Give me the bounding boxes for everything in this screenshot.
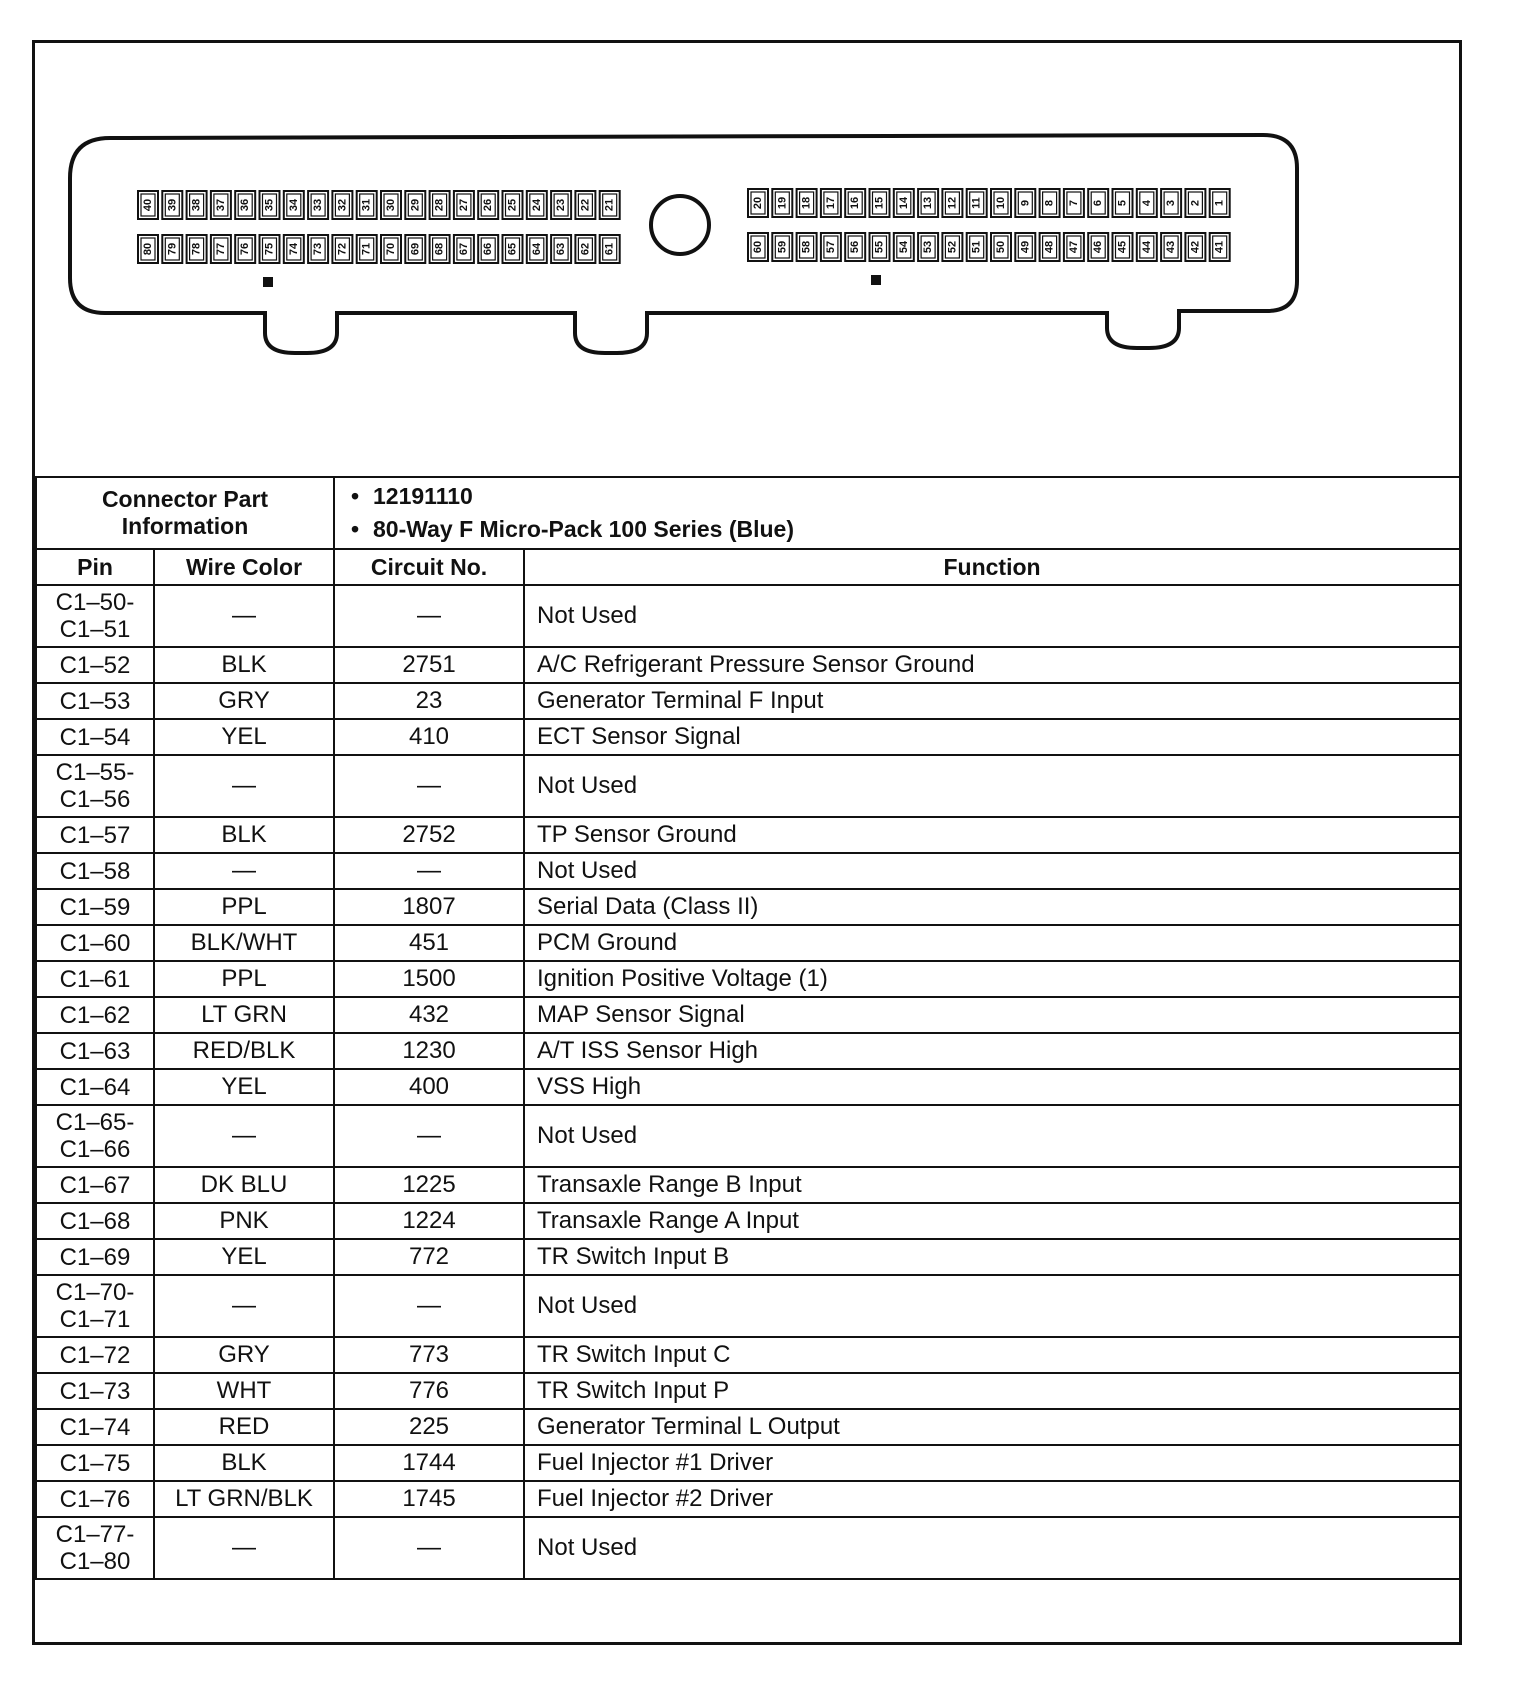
pin-number-label: 52 [946,240,959,254]
pin-number-label: 68 [433,242,446,256]
pin-number-label: 5 [1116,199,1129,207]
circuit-cell: 776 [334,1373,524,1409]
connector-diagram [35,43,1459,475]
table-row [36,889,1460,925]
circuit-cell: 1224 [334,1203,524,1239]
pin-cell: C1–53 [36,683,154,719]
pin-number-label: 23 [555,198,568,212]
function-cell: Not Used [524,755,1460,817]
pin-number-label: 50 [995,240,1007,254]
connector-description: • 80-Way F Micro-Pack 100 Series (Blue) [373,513,1449,546]
wire-color-cell: WHT [154,1373,334,1409]
function-cell: Not Used [524,1105,1460,1167]
header-wire-color: Wire Color [154,549,334,585]
pin-cell: C1–73 [36,1373,154,1409]
circuit-cell: 772 [334,1239,524,1275]
table-row [36,925,1460,961]
function-cell: Not Used [524,585,1460,647]
function-cell: PCM Ground [524,925,1460,961]
table-row [36,1337,1460,1373]
pin-number-label: 39 [166,198,179,212]
function-cell: Transaxle Range B Input [524,1167,1460,1203]
pin-cell: C1–74 [36,1409,154,1445]
wire-color-cell: GRY [154,683,334,719]
circuit-cell: 23 [334,683,524,719]
circuit-cell: 225 [334,1409,524,1445]
table-row [36,585,1460,647]
pin-number-label: 56 [849,240,862,254]
connector-part-number: • 12191110 [373,480,1449,513]
table-row [36,1409,1460,1445]
pin-number-label: 22 [579,198,592,212]
header-function: Function [524,549,1460,585]
pin-number-label: 25 [506,198,519,212]
wire-color-cell: BLK/WHT [154,925,334,961]
table-row [36,1167,1460,1203]
pin-number-label: 37 [214,198,227,212]
pin-number-label: 60 [752,240,764,254]
table-header-row [36,549,1460,585]
wire-color-cell: — [154,1105,334,1167]
circuit-cell: 1807 [334,889,524,925]
pin-cell: C1–69 [36,1239,154,1275]
pin-number-label: 76 [239,242,252,256]
table-row [36,1203,1460,1239]
header-pin: Pin [36,549,154,585]
pin-cell: C1–55- C1–56 [36,755,154,817]
pin-number-label: 75 [263,242,276,256]
pin-number-label: 11 [970,197,983,209]
circuit-cell: 1744 [334,1445,524,1481]
table-row [36,997,1460,1033]
table-row [36,683,1460,719]
pin-number-label: 12 [946,196,959,210]
circuit-cell: — [334,853,524,889]
connector-info-values [334,477,1460,549]
pin-cell: C1–54 [36,719,154,755]
pin-number-label: 14 [897,196,910,210]
wire-color-cell: PPL [154,961,334,997]
circuit-cell: — [334,585,524,647]
pin-number-label: 34 [287,198,300,212]
wire-color-cell: BLK [154,647,334,683]
table-row [36,1105,1460,1167]
circuit-cell: 451 [334,925,524,961]
table-row [36,719,1460,755]
wire-color-cell: DK BLU [154,1167,334,1203]
pin-number-label: 13 [922,196,935,210]
circuit-cell: 1230 [334,1033,524,1069]
pin-number-label: 44 [1140,240,1153,254]
function-cell: Generator Terminal F Input [524,683,1460,719]
pin-number-label: 29 [409,198,422,212]
function-cell: A/C Refrigerant Pressure Sensor Ground [524,647,1460,683]
pin-number-label: 16 [849,196,862,210]
pin-number-label: 80 [142,242,154,256]
wire-color-cell: YEL [154,1069,334,1105]
table-row [36,961,1460,997]
circuit-cell: 1745 [334,1481,524,1517]
table-row [36,1445,1460,1481]
circuit-cell: 2751 [334,647,524,683]
pin-number-label: 21 [603,198,616,212]
pin-number-label: 32 [336,198,349,212]
pin-number-label: 61 [603,242,616,256]
pin-number-label: 45 [1116,240,1129,254]
circuit-cell: — [334,1517,524,1579]
function-cell: Not Used [524,1517,1460,1579]
function-cell: Fuel Injector #1 Driver [524,1445,1460,1481]
pin-number-label: 42 [1189,240,1202,254]
wire-color-cell: PNK [154,1203,334,1239]
pin-number-label: 38 [190,198,203,212]
circuit-cell: — [334,1105,524,1167]
table-row [36,1373,1460,1409]
pin-number-label: 72 [336,242,349,256]
pin-number-label: 51 [970,240,983,254]
pin-number-label: 28 [433,198,446,212]
pin-number-label: 40 [142,198,154,212]
table-row [36,853,1460,889]
pin-number-label: 58 [800,240,813,254]
table-row [36,1033,1460,1069]
function-cell: MAP Sensor Signal [524,997,1460,1033]
pin-number-label: 15 [873,196,886,210]
function-cell: TR Switch Input B [524,1239,1460,1275]
function-cell: Not Used [524,853,1460,889]
circuit-cell: 773 [334,1337,524,1373]
pin-number-label: 57 [824,240,837,254]
function-cell: A/T ISS Sensor High [524,1033,1460,1069]
pin-number-label: 36 [239,198,252,212]
pin-cell: C1–63 [36,1033,154,1069]
pin-cell: C1–64 [36,1069,154,1105]
wire-color-cell: BLK [154,817,334,853]
pin-number-label: 19 [776,196,789,210]
connector-info-row [36,477,1460,549]
pin-cell: C1–58 [36,853,154,889]
pin-number-label: 78 [190,242,203,256]
function-cell: TP Sensor Ground [524,817,1460,853]
wire-color-cell: LT GRN [154,997,334,1033]
pin-number-label: 31 [360,198,373,212]
circuit-cell: 1225 [334,1167,524,1203]
pin-number-label: 64 [530,242,543,256]
wire-color-cell: — [154,1275,334,1337]
pin-cell: C1–65- C1–66 [36,1105,154,1167]
pin-number-label: 7 [1067,199,1080,207]
pin-cell: C1–67 [36,1167,154,1203]
pin-number-label: 70 [385,242,397,256]
circuit-cell: 1500 [334,961,524,997]
circuit-cell: 400 [334,1069,524,1105]
pin-number-label: 65 [506,242,519,256]
pin-number-label: 67 [457,242,470,256]
pin-number-label: 24 [530,198,543,212]
function-cell: VSS High [524,1069,1460,1105]
function-cell: Fuel Injector #2 Driver [524,1481,1460,1517]
pin-number-label: 3 [1165,199,1178,207]
function-cell: Transaxle Range A Input [524,1203,1460,1239]
pin-number-label: 53 [922,240,935,254]
pin-cell: C1–59 [36,889,154,925]
wire-color-cell: YEL [154,719,334,755]
pin-number-label: 17 [824,196,837,210]
connector-info-label: Connector Part Information [36,477,334,549]
pin-cell: C1–75 [36,1445,154,1481]
circuit-cell: — [334,755,524,817]
pin-cell: C1–62 [36,997,154,1033]
table-row [36,1481,1460,1517]
pin-table [35,476,1461,1580]
pin-number-label: 9 [1019,199,1032,207]
pin-number-label: 20 [752,196,764,210]
wire-color-cell: LT GRN/BLK [154,1481,334,1517]
pin-number-label: 1 [1213,199,1226,207]
table-row [36,1239,1460,1275]
pin-number-label: 77 [214,242,227,256]
function-cell: TR Switch Input P [524,1373,1460,1409]
pin-number-label: 33 [312,198,325,212]
wire-color-cell: — [154,1517,334,1579]
pin-number-label: 79 [166,242,179,256]
pin-number-label: 74 [287,242,300,256]
connector-sheet [32,40,1462,1645]
pin-number-label: 10 [995,196,1007,210]
pin-number-label: 27 [457,198,470,212]
pin-number-label: 69 [409,242,422,256]
pin-cell: C1–60 [36,925,154,961]
polarization-hole [651,196,709,254]
pin-number-label: 62 [579,242,592,256]
function-cell: Not Used [524,1275,1460,1337]
pin-number-label: 6 [1092,199,1105,207]
circuit-cell: 432 [334,997,524,1033]
pin-cell: C1–70- C1–71 [36,1275,154,1337]
wire-color-cell: — [154,853,334,889]
pin-number-label: 59 [776,240,789,254]
pin-number-label: 46 [1092,240,1105,254]
connector-face-drawing [35,43,1459,475]
table-row [36,817,1460,853]
pin-cell: C1–77- C1–80 [36,1517,154,1579]
pin-number-label: 55 [873,240,886,254]
pin-number-label: 18 [800,196,813,210]
function-cell: TR Switch Input C [524,1337,1460,1373]
pin-cell: C1–72 [36,1337,154,1373]
pin-number-label: 54 [897,240,910,254]
table-row [36,755,1460,817]
function-cell: Generator Terminal L Output [524,1409,1460,1445]
pin-number-label: 73 [312,242,325,256]
table-row [36,1275,1460,1337]
circuit-cell: 410 [334,719,524,755]
pin-number-label: 41 [1213,240,1226,254]
header-circuit: Circuit No. [334,549,524,585]
wire-color-cell: PPL [154,889,334,925]
pin-number-label: 66 [482,242,495,256]
alignment-mark-left [263,277,273,287]
pin-number-label: 49 [1019,240,1032,254]
circuit-cell: 2752 [334,817,524,853]
function-cell: Ignition Positive Voltage (1) [524,961,1460,997]
pin-cell: C1–76 [36,1481,154,1517]
pin-cell: C1–68 [36,1203,154,1239]
pin-number-label: 48 [1043,240,1056,254]
wire-color-cell: RED [154,1409,334,1445]
pin-number-label: 35 [263,198,276,212]
function-cell: Serial Data (Class II) [524,889,1460,925]
wire-color-cell: GRY [154,1337,334,1373]
pin-number-label: 71 [360,242,373,256]
wire-color-cell: YEL [154,1239,334,1275]
table-row [36,647,1460,683]
pin-cell: C1–61 [36,961,154,997]
pin-cell: C1–57 [36,817,154,853]
pin-number-label: 30 [385,198,397,212]
alignment-mark-right [871,275,881,285]
circuit-cell: — [334,1275,524,1337]
pin-number-label: 63 [555,242,568,256]
function-cell: ECT Sensor Signal [524,719,1460,755]
wire-color-cell: — [154,755,334,817]
pin-rows [36,585,1460,1579]
wire-color-cell: BLK [154,1445,334,1481]
pin-number-label: 8 [1043,199,1056,207]
pin-cell: C1–52 [36,647,154,683]
pin-number-label: 4 [1140,199,1153,207]
wire-color-cell: — [154,585,334,647]
table-row [36,1517,1460,1579]
pin-number-label: 43 [1165,240,1178,254]
pin-number-label: 2 [1189,199,1202,207]
wire-color-cell: RED/BLK [154,1033,334,1069]
table-row [36,1069,1460,1105]
pin-number-label: 26 [482,198,495,212]
pin-number-label: 47 [1067,240,1080,254]
pin-cell: C1–50- C1–51 [36,585,154,647]
